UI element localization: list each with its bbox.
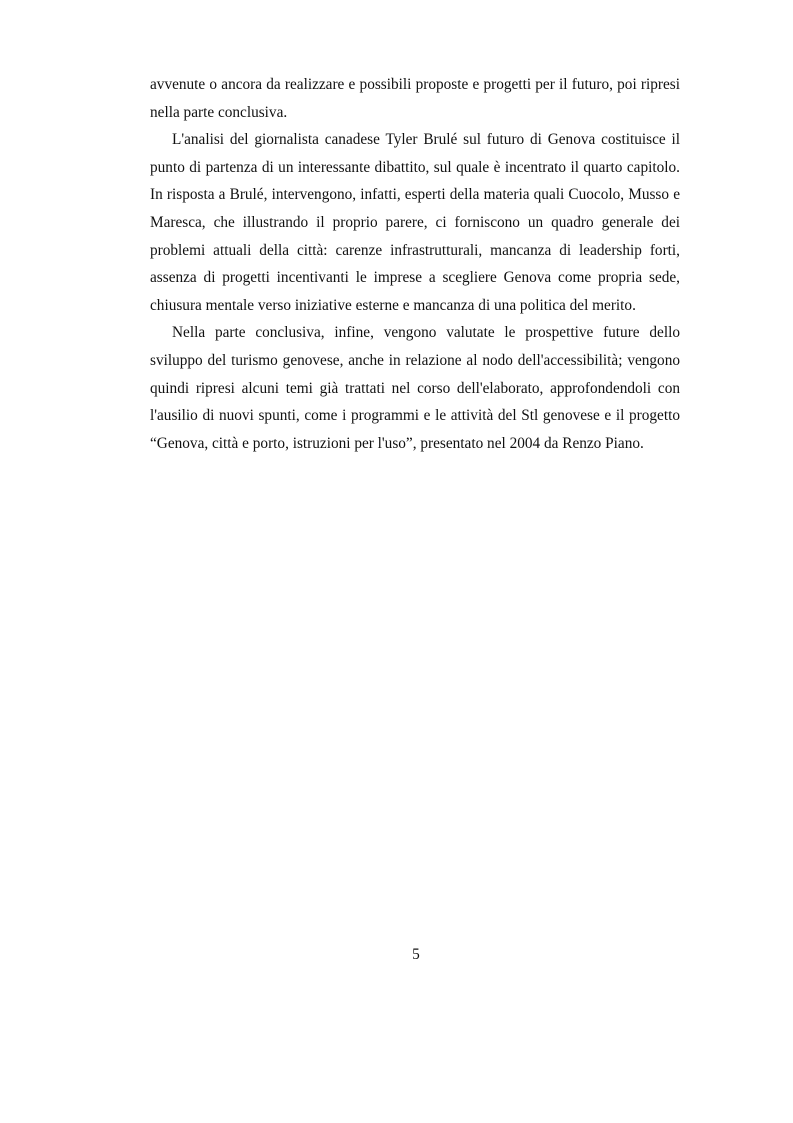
paragraph-brule-analysis: L'analisi del giornalista canadese Tyler Brulé sul futuro di Genova costituisce il punto di partenza di un interessante dibattito, sul quale è incentrato il quarto capitolo. In risposta a Brulé, intervengono, infatti, esperti della materia quali Cuocolo, Musso e Maresca, che illustrando il proprio parere, ci forniscono un quadro generale dei problemi attuali della città: carenze infrastrutturali, mancanza di leadership forti, assenza di progetti incentivanti le imprese a scegliere Genova come propria sede, chiusura mentale verso iniziative esterne e mancanza di una politica del merito. [150, 131, 680, 314]
page-number: 5 [412, 946, 420, 963]
paragraph-continuation: avvenute o ancora da realizzare e possibili proposte e progetti per il futuro, poi ripresi nella parte conclusiva. [150, 76, 680, 121]
paragraph-conclusion: Nella parte conclusiva, infine, vengono valutate le prospettive future dello sviluppo del turismo genovese, anche in relazione al nodo dell'accessibilità; vengono quindi ripresi alcuni temi già trattati nel corso dell'elaborato, approfondendoli con l'ausilio di nuovi spunti, come i programmi e le attività del Stl genovese e il progetto “Genova, città e porto, istruzioni per l'uso”, presentato nel 2004 da Renzo Piano. [150, 324, 680, 452]
body-text [150, 71, 680, 457]
